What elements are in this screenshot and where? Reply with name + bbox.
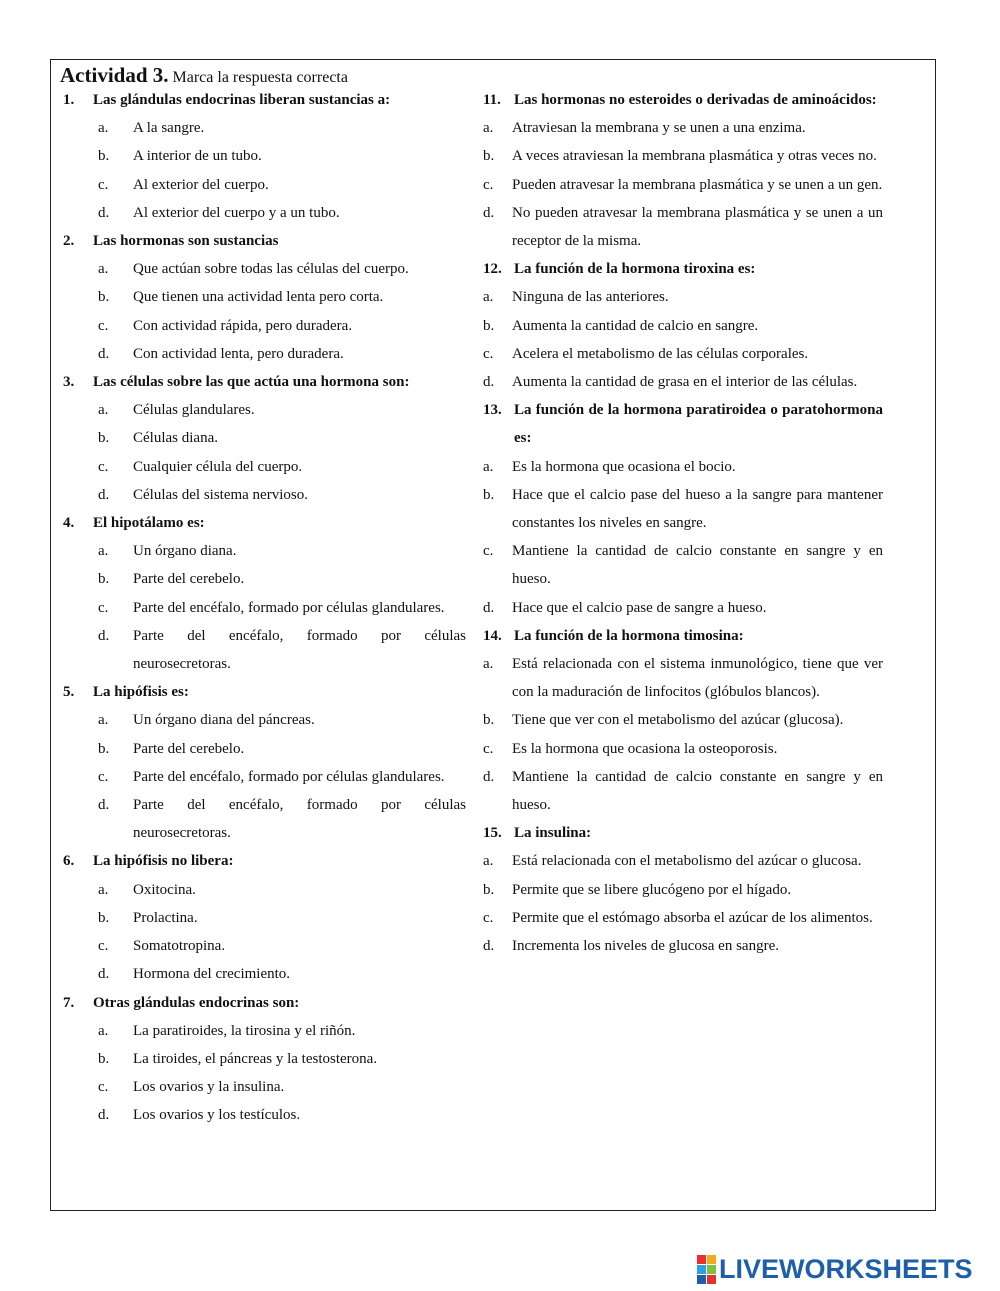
option-letter: d. bbox=[483, 204, 495, 221]
option-letter: b. bbox=[483, 881, 495, 898]
option-text: Ninguna de las anteriores. bbox=[512, 289, 669, 306]
answer-option[interactable] bbox=[483, 735, 883, 763]
question-text: La insulina: bbox=[514, 825, 592, 842]
option-text: Atraviesan la membrana y se unen a una enzima. bbox=[512, 120, 806, 137]
answer-option[interactable] bbox=[483, 368, 883, 396]
activity-header bbox=[60, 63, 348, 88]
answer-option[interactable] bbox=[483, 706, 883, 734]
option-letter: c. bbox=[98, 317, 109, 334]
option-text: Es la hormona que ocasiona el bocio. bbox=[512, 458, 736, 475]
option-letter: b. bbox=[483, 317, 495, 334]
option-text: Es la hormona que ocasiona la osteoporosis. bbox=[512, 740, 778, 757]
question-text: La función de la hormona paratiroidea o paratohormona es: bbox=[514, 402, 883, 447]
answer-option[interactable] bbox=[63, 791, 466, 847]
option-letter: b. bbox=[483, 486, 495, 503]
question-15 bbox=[483, 819, 883, 960]
option-text: Con actividad lenta, pero duradera. bbox=[133, 345, 344, 362]
option-text: Células del sistema nervioso. bbox=[133, 486, 308, 503]
answer-option[interactable] bbox=[483, 114, 883, 142]
question-11 bbox=[483, 86, 883, 255]
question-text: La hipófisis es: bbox=[93, 684, 189, 701]
question-2 bbox=[63, 227, 466, 368]
answer-option[interactable] bbox=[63, 312, 466, 340]
answer-option[interactable] bbox=[483, 876, 883, 904]
option-text: A veces atraviesan la membrana plasmática y otras veces no. bbox=[512, 148, 877, 165]
option-letter: b. bbox=[98, 430, 110, 447]
answer-option[interactable] bbox=[63, 565, 466, 593]
option-letter: d. bbox=[98, 627, 110, 644]
option-text: Un órgano diana. bbox=[133, 543, 237, 560]
option-text: Hace que el calcio pase de sangre a hueso. bbox=[512, 599, 767, 616]
question-1 bbox=[63, 86, 466, 227]
question-number: 6. bbox=[63, 853, 75, 870]
option-text: Parte del cerebelo. bbox=[133, 740, 245, 757]
option-letter: d. bbox=[483, 938, 495, 955]
option-text: Aumenta la cantidad de grasa en el interior de las células. bbox=[512, 374, 858, 391]
answer-option[interactable] bbox=[63, 537, 466, 565]
answer-option[interactable] bbox=[63, 453, 466, 481]
question-number: 5. bbox=[63, 684, 75, 701]
option-text: Hace que el calcio pase del hueso a la sangre para mantener constantes los niveles en sangre. bbox=[512, 486, 883, 532]
option-text: A la sangre. bbox=[133, 120, 205, 137]
option-text: Que tienen una actividad lenta pero corta. bbox=[133, 289, 384, 306]
question-text: La función de la hormona timosina: bbox=[514, 627, 744, 644]
option-letter: c. bbox=[98, 176, 109, 193]
question-text: Las glándulas endocrinas liberan sustancias a: bbox=[93, 92, 391, 108]
option-letter: d. bbox=[98, 486, 110, 503]
option-letter: d. bbox=[98, 797, 110, 814]
answer-option[interactable] bbox=[63, 763, 466, 791]
option-text: Que actúan sobre todas las células del cuerpo. bbox=[133, 261, 409, 278]
option-text: Está relacionada con el sistema inmunológico, tiene que ver con la maduración de linfocitos (glóbulos blancos). bbox=[512, 656, 883, 701]
option-text: No pueden atravesar la membrana plasmática y se unen a un receptor de la misma. bbox=[512, 204, 883, 250]
answer-option[interactable] bbox=[63, 424, 466, 452]
answer-option[interactable] bbox=[63, 396, 466, 424]
question-14 bbox=[483, 622, 883, 819]
question-header bbox=[483, 396, 883, 452]
answer-option[interactable] bbox=[63, 283, 466, 311]
option-letter: c. bbox=[98, 1079, 109, 1096]
right-column bbox=[483, 86, 883, 960]
question-7 bbox=[63, 989, 466, 1130]
option-letter: a. bbox=[98, 543, 109, 560]
option-text: Cualquier célula del cuerpo. bbox=[133, 458, 303, 475]
logo-blocks-icon bbox=[697, 1255, 716, 1284]
option-letter: d. bbox=[98, 1107, 110, 1124]
left-column bbox=[63, 86, 466, 1130]
answer-option[interactable] bbox=[63, 960, 466, 988]
question-12 bbox=[483, 255, 883, 396]
question-header bbox=[63, 227, 466, 255]
question-header bbox=[483, 255, 883, 283]
question-number: 15. bbox=[483, 825, 502, 842]
option-letter: a. bbox=[98, 261, 109, 278]
question-text: Las hormonas son sustancias bbox=[93, 233, 279, 250]
option-text: Aumenta la cantidad de calcio en sangre. bbox=[512, 317, 759, 334]
answer-option[interactable] bbox=[483, 171, 883, 199]
answer-option[interactable] bbox=[63, 594, 466, 622]
question-header bbox=[63, 509, 466, 537]
answer-option[interactable] bbox=[63, 142, 466, 170]
option-letter: d. bbox=[483, 599, 495, 616]
option-letter: c. bbox=[98, 938, 109, 955]
question-number: 13. bbox=[483, 402, 502, 419]
question-5 bbox=[63, 678, 466, 847]
question-3 bbox=[63, 368, 466, 509]
option-text: La paratiroides, la tirosina y el riñón. bbox=[133, 1022, 356, 1039]
answer-option[interactable] bbox=[483, 283, 883, 311]
option-letter: d. bbox=[483, 768, 495, 785]
question-text: Las células sobre las que actúa una hormona son: bbox=[93, 374, 410, 391]
answer-option[interactable] bbox=[483, 312, 883, 340]
option-text: Hormona del crecimiento. bbox=[133, 966, 291, 983]
option-text: Está relacionada con el metabolismo del azúcar o glucosa. bbox=[512, 853, 862, 870]
answer-option[interactable] bbox=[483, 481, 883, 537]
option-letter: a. bbox=[98, 881, 109, 898]
option-letter: a. bbox=[98, 712, 109, 729]
question-6 bbox=[63, 847, 466, 988]
answer-option[interactable] bbox=[483, 650, 883, 706]
answer-option[interactable] bbox=[483, 594, 883, 622]
question-header bbox=[483, 622, 883, 650]
question-13 bbox=[483, 396, 883, 622]
option-letter: b. bbox=[98, 148, 110, 165]
answer-option[interactable] bbox=[63, 735, 466, 763]
option-letter: b. bbox=[98, 740, 110, 757]
question-header bbox=[63, 678, 466, 706]
option-letter: c. bbox=[483, 176, 494, 193]
activity-instruction: Marca la respuesta correcta bbox=[172, 69, 348, 86]
question-header bbox=[63, 989, 466, 1017]
option-text: Permite que se libere glucógeno por el hígado. bbox=[512, 881, 792, 898]
option-text: Permite que el estómago absorba el azúcar de los alimentos. bbox=[512, 909, 873, 926]
logo-text: LIVEWORKSHEETS bbox=[719, 1253, 973, 1284]
liveworksheets-logo bbox=[697, 1254, 973, 1284]
option-text: Parte del cerebelo. bbox=[133, 571, 245, 588]
question-text: La función de la hormona tiroxina es: bbox=[514, 261, 756, 278]
answer-option[interactable] bbox=[63, 171, 466, 199]
option-letter: c. bbox=[483, 740, 494, 757]
option-letter: d. bbox=[98, 345, 110, 362]
answer-option[interactable] bbox=[63, 706, 466, 734]
option-letter: b. bbox=[98, 289, 110, 306]
answer-option[interactable] bbox=[483, 199, 883, 255]
option-text: Al exterior del cuerpo. bbox=[133, 176, 269, 193]
question-header bbox=[63, 847, 466, 875]
question-header bbox=[483, 819, 883, 847]
answer-option[interactable] bbox=[483, 847, 883, 875]
question-text: La hipófisis no libera: bbox=[93, 853, 234, 870]
question-text: Las hormonas no esteroides o derivadas de aminoácidos: bbox=[514, 92, 877, 108]
question-4 bbox=[63, 509, 466, 678]
option-letter: c. bbox=[98, 458, 109, 475]
option-text: Oxitocina. bbox=[133, 881, 196, 898]
answer-option[interactable] bbox=[63, 340, 466, 368]
option-letter: a. bbox=[483, 458, 494, 475]
option-letter: b. bbox=[483, 712, 495, 729]
worksheet-frame bbox=[50, 59, 936, 1211]
question-number: 4. bbox=[63, 515, 75, 532]
option-text: Mantiene la cantidad de calcio constante en sangre y en hueso. bbox=[512, 543, 883, 588]
question-header bbox=[483, 86, 883, 114]
option-letter: a. bbox=[483, 853, 494, 870]
option-letter: b. bbox=[483, 148, 495, 165]
question-header bbox=[63, 86, 466, 114]
option-letter: d. bbox=[98, 966, 110, 983]
option-text: Un órgano diana del páncreas. bbox=[133, 712, 315, 729]
option-letter: a. bbox=[98, 1022, 109, 1039]
option-letter: b. bbox=[98, 1050, 110, 1067]
option-text: Mantiene la cantidad de calcio constante en sangre y en hueso. bbox=[512, 768, 883, 814]
option-text: A interior de un tubo. bbox=[133, 148, 262, 165]
answer-option[interactable] bbox=[63, 1073, 466, 1101]
answer-option[interactable] bbox=[483, 763, 883, 819]
answer-option[interactable] bbox=[63, 932, 466, 960]
question-number: 7. bbox=[63, 994, 75, 1011]
answer-option[interactable] bbox=[483, 340, 883, 368]
option-text: Prolactina. bbox=[133, 909, 198, 926]
question-number: 12. bbox=[483, 261, 502, 278]
option-text: Incrementa los niveles de glucosa en sangre. bbox=[512, 938, 779, 955]
option-text: Parte del encéfalo, formado por células neurosecretoras. bbox=[133, 627, 466, 673]
activity-title: Actividad 3. bbox=[60, 63, 169, 87]
option-letter: b. bbox=[98, 571, 110, 588]
answer-option[interactable] bbox=[483, 453, 883, 481]
answer-option[interactable] bbox=[63, 622, 466, 678]
option-text: Células glandulares. bbox=[133, 402, 255, 419]
option-text: Pueden atravesar la membrana plasmática y se unen a un gen. bbox=[512, 176, 883, 193]
answer-option[interactable] bbox=[63, 199, 466, 227]
option-letter: a. bbox=[98, 120, 109, 137]
option-letter: c. bbox=[483, 543, 494, 560]
option-letter: c. bbox=[98, 599, 109, 616]
question-number: 11. bbox=[483, 92, 501, 108]
option-letter: b. bbox=[98, 909, 110, 926]
option-text: Somatotropina. bbox=[133, 938, 226, 955]
question-text: El hipotálamo es: bbox=[93, 515, 205, 532]
option-letter: a. bbox=[98, 402, 109, 419]
option-text: La tiroides, el páncreas y la testosterona. bbox=[133, 1050, 378, 1067]
question-number: 2. bbox=[63, 233, 75, 250]
option-text: Tiene que ver con el metabolismo del azúcar (glucosa). bbox=[512, 712, 844, 729]
option-text: Parte del encéfalo, formado por células glandulares. bbox=[133, 599, 445, 616]
answer-option[interactable] bbox=[63, 904, 466, 932]
answer-option[interactable] bbox=[63, 114, 466, 142]
answer-option[interactable] bbox=[63, 1101, 466, 1129]
option-letter: c. bbox=[483, 345, 494, 362]
option-text: Con actividad rápida, pero duradera. bbox=[133, 317, 353, 334]
option-text: Los ovarios y la insulina. bbox=[133, 1079, 285, 1096]
option-letter: c. bbox=[483, 909, 494, 926]
answer-option[interactable] bbox=[63, 1017, 466, 1045]
answer-option[interactable] bbox=[483, 932, 883, 960]
answer-option[interactable] bbox=[483, 537, 883, 593]
option-text: Los ovarios y los testículos. bbox=[133, 1107, 301, 1124]
question-header bbox=[63, 368, 466, 396]
option-letter: a. bbox=[483, 120, 494, 137]
answer-option[interactable] bbox=[63, 1045, 466, 1073]
question-text: Otras glándulas endocrinas son: bbox=[93, 994, 300, 1011]
option-letter: c. bbox=[98, 768, 109, 785]
option-text: Parte del encéfalo, formado por células neurosecretoras. bbox=[133, 797, 466, 842]
option-letter: a. bbox=[483, 289, 494, 306]
option-text: Parte del encéfalo, formado por células glandulares. bbox=[133, 768, 445, 785]
option-text: Acelera el metabolismo de las células corporales. bbox=[512, 345, 809, 362]
answer-option[interactable] bbox=[483, 142, 883, 170]
option-letter: d. bbox=[483, 374, 495, 391]
question-number: 3. bbox=[63, 374, 75, 391]
answer-option[interactable] bbox=[63, 481, 466, 509]
answer-option[interactable] bbox=[63, 255, 466, 283]
question-number: 1. bbox=[63, 92, 75, 108]
question-number: 14. bbox=[483, 627, 502, 644]
answer-option[interactable] bbox=[63, 876, 466, 904]
option-text: Células diana. bbox=[133, 430, 218, 447]
option-text: Al exterior del cuerpo y a un tubo. bbox=[133, 204, 340, 221]
option-letter: d. bbox=[98, 204, 110, 221]
answer-option[interactable] bbox=[483, 904, 883, 932]
option-letter: a. bbox=[483, 656, 494, 673]
